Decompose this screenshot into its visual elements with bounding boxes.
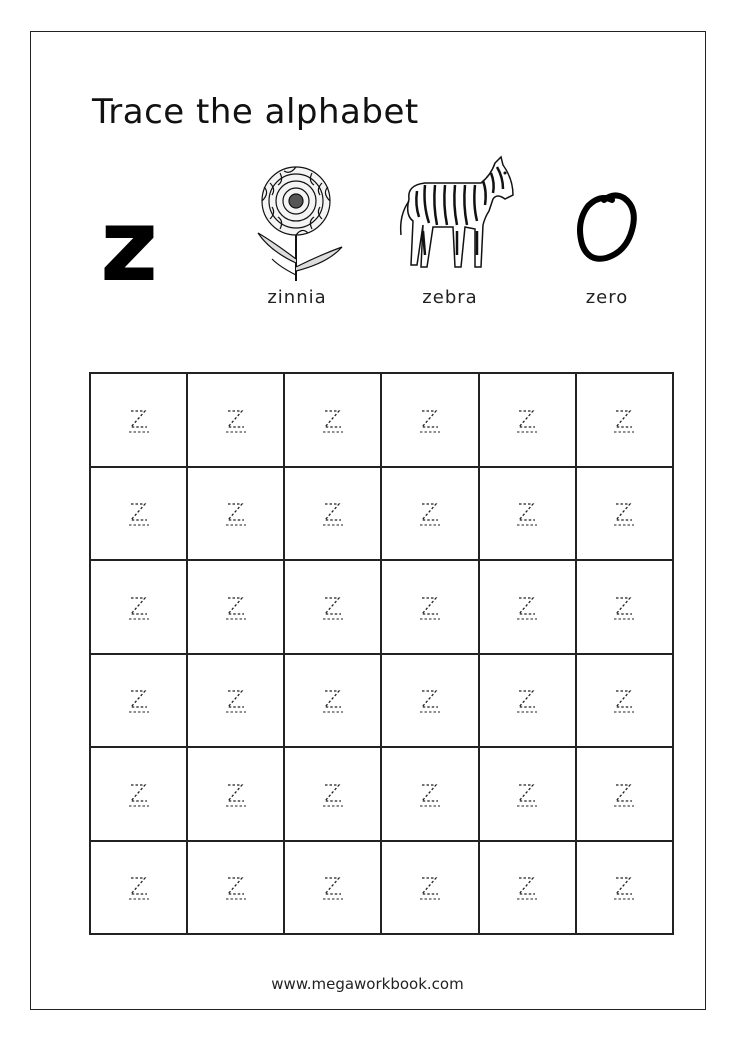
trace-cell[interactable] (187, 654, 284, 748)
dotted-letter-z (513, 779, 541, 809)
dotted-letter-z (416, 872, 444, 902)
dotted-letter-z (416, 685, 444, 715)
dotted-letter-z (610, 685, 638, 715)
dotted-letter-z (222, 872, 250, 902)
trace-cell[interactable] (90, 654, 187, 748)
trace-cell[interactable] (284, 654, 381, 748)
trace-cell[interactable] (90, 841, 187, 935)
dotted-letter-z (513, 685, 541, 715)
dotted-letter-z (610, 405, 638, 435)
website-footer: www.megaworkbook.com (271, 975, 464, 993)
dotted-letter-z (416, 498, 444, 528)
featured-letter: z (100, 187, 159, 304)
dotted-letter-z (610, 779, 638, 809)
trace-cell[interactable] (576, 373, 673, 467)
dotted-letter-z (125, 872, 153, 902)
dotted-letter-z (319, 405, 347, 435)
trace-cell[interactable] (284, 841, 381, 935)
zero-digit-icon (572, 190, 644, 271)
dotted-letter-z (416, 779, 444, 809)
trace-cell[interactable] (381, 373, 478, 467)
dotted-letter-z (319, 685, 347, 715)
trace-cell[interactable] (479, 747, 576, 841)
trace-cell[interactable] (90, 373, 187, 467)
dotted-letter-z (319, 592, 347, 622)
trace-cell[interactable] (576, 841, 673, 935)
dotted-letter-z (125, 685, 153, 715)
trace-cell[interactable] (576, 654, 673, 748)
trace-cell[interactable] (284, 747, 381, 841)
trace-cell[interactable] (284, 373, 381, 467)
dotted-letter-z (222, 498, 250, 528)
trace-cell[interactable] (381, 467, 478, 561)
zinnia-flower-icon (250, 163, 348, 288)
dotted-letter-z (319, 779, 347, 809)
picture-label-zebra: zebra (422, 287, 478, 308)
dotted-letter-z (125, 498, 153, 528)
dotted-letter-z (125, 779, 153, 809)
dotted-letter-z (513, 592, 541, 622)
trace-cell[interactable] (187, 373, 284, 467)
dotted-letter-z (222, 592, 250, 622)
trace-cell[interactable] (90, 747, 187, 841)
dotted-letter-z (610, 592, 638, 622)
trace-cell[interactable] (479, 373, 576, 467)
trace-cell[interactable] (576, 747, 673, 841)
dotted-letter-z (222, 779, 250, 809)
dotted-letter-z (416, 405, 444, 435)
trace-cell[interactable] (381, 654, 478, 748)
trace-cell[interactable] (187, 841, 284, 935)
trace-cell[interactable] (479, 654, 576, 748)
trace-cell[interactable] (479, 841, 576, 935)
trace-cell[interactable] (187, 560, 284, 654)
trace-cell[interactable] (284, 560, 381, 654)
dotted-letter-z (416, 592, 444, 622)
trace-cell[interactable] (479, 560, 576, 654)
picture-label-zero: zero (585, 287, 629, 308)
tracing-grid (89, 372, 674, 935)
dotted-letter-z (610, 498, 638, 528)
zebra-icon (395, 155, 517, 280)
trace-cell[interactable] (576, 467, 673, 561)
picture-label-zinnia: zinnia (267, 287, 327, 308)
dotted-letter-z (125, 592, 153, 622)
trace-cell[interactable] (381, 747, 478, 841)
trace-cell[interactable] (381, 560, 478, 654)
dotted-letter-z (125, 405, 153, 435)
dotted-letter-z (222, 685, 250, 715)
dotted-letter-z (222, 405, 250, 435)
trace-cell[interactable] (187, 747, 284, 841)
dotted-letter-z (319, 498, 347, 528)
dotted-letter-z (319, 872, 347, 902)
trace-cell[interactable] (90, 560, 187, 654)
trace-cell[interactable] (284, 467, 381, 561)
dotted-letter-z (513, 498, 541, 528)
trace-cell[interactable] (381, 841, 478, 935)
dotted-letter-z (610, 872, 638, 902)
trace-cell[interactable] (576, 560, 673, 654)
worksheet-title: Trace the alphabet (92, 92, 419, 132)
trace-cell[interactable] (187, 467, 284, 561)
dotted-letter-z (513, 405, 541, 435)
dotted-letter-z (513, 872, 541, 902)
trace-cell[interactable] (479, 467, 576, 561)
trace-cell[interactable] (90, 467, 187, 561)
